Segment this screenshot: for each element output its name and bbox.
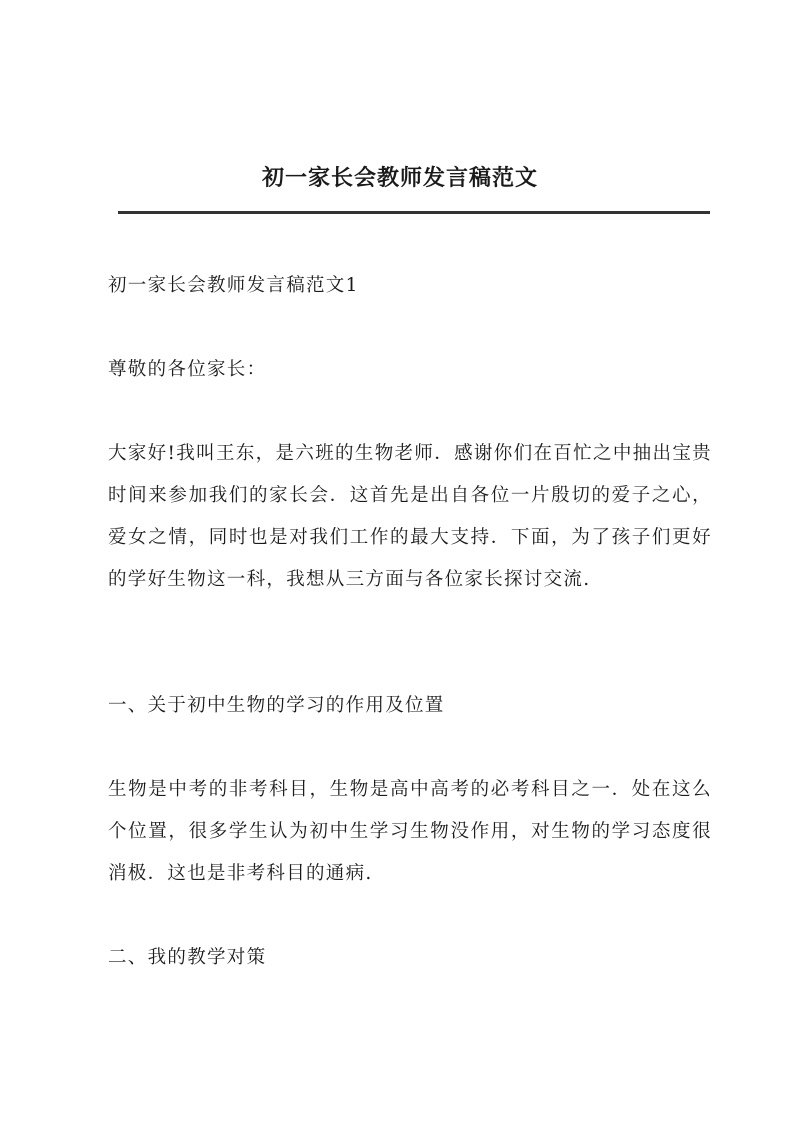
intro-paragraph: 大家好!我叫王东，是六班的生物老师．感谢你们在百忙之中抽出宝贵时间来参加我们的家长会．这首先是出自各位一片殷切的爱子之心，爱女之情，同时也是对我们工作的最大支持．下面，为了孩子们更好的学好生物这一科，我想从三方面与各位家长探讨交流. <box>108 443 712 590</box>
salutation: 尊敬的各位家长： <box>108 359 267 380</box>
subheading-one: 一、关于初中生物的学习的作用及位置 <box>108 695 445 716</box>
body-paragraph: 生物是中考的非考科目，生物是高中高考的必考科目之一．处在这么个位置，很多学生认为初中生学习生物没作用，对生物的学习态度很消极．这也是非考科目的通病. <box>108 779 712 884</box>
title-underline <box>118 211 710 214</box>
section-heading: 初一家长会教师发言稿范文1 <box>108 275 359 296</box>
subheading-two: 二、我的教学对策 <box>108 947 267 968</box>
document-title: 初一家长会教师发言稿范文 <box>261 165 538 191</box>
